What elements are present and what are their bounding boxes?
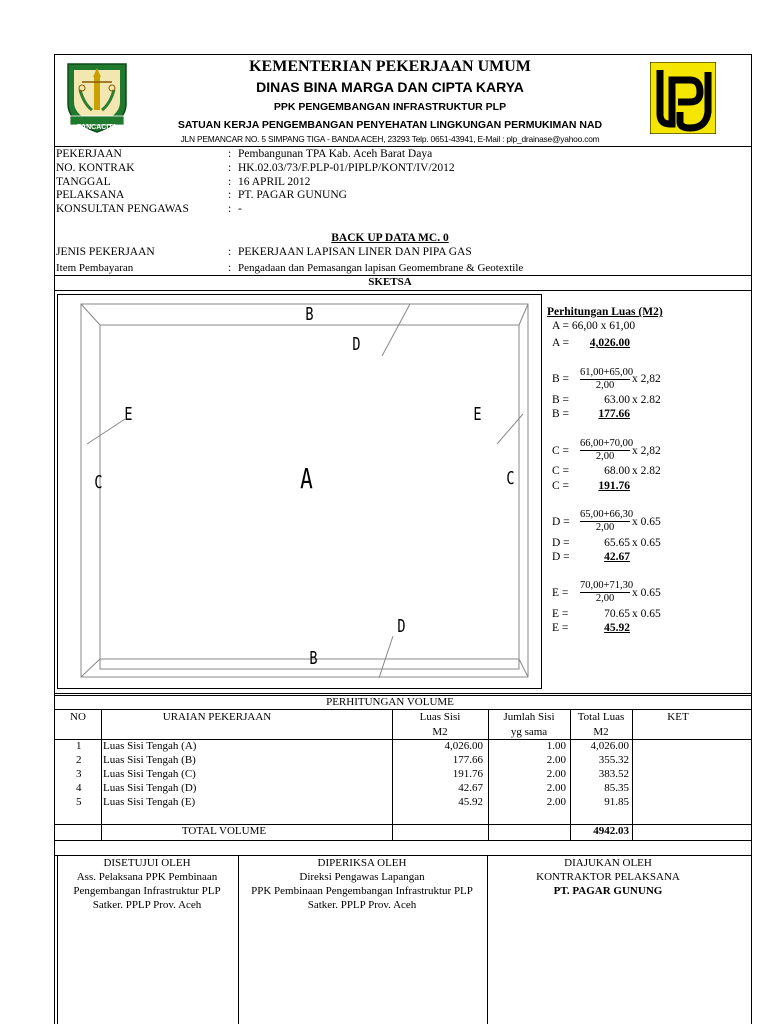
sign-title-diperiksa: DIPERIKSA OLEH: [317, 857, 407, 869]
calc-a-lhs: A =: [552, 337, 570, 349]
info-value: Pembangunan TPA Kab. Aceh Barat Daya: [238, 148, 433, 160]
divider: [54, 840, 752, 841]
row-jumlah: 2.00: [546, 796, 566, 808]
info-colon: :: [228, 203, 232, 215]
jenis-value: PEKERJAAN LAPISAN LINER DAN PIPA GAS: [238, 246, 472, 258]
row-total: 4,026.00: [590, 740, 629, 752]
sketch-label-e-left: E: [124, 404, 133, 425]
header-total-unit: M2: [593, 726, 609, 738]
calc-e-fraction: [580, 580, 634, 605]
calc-e-numerator: 70,00+71,30: [580, 580, 634, 591]
header-jumlah-sub: yg sama: [510, 726, 548, 738]
sign-title-disetujui: DISETUJUI OLEH: [103, 857, 191, 869]
row-uraian: Luas Sisi Tengah (E): [103, 796, 196, 808]
calc-c-multiplier: x 2,82: [632, 445, 661, 457]
calc-b-fraction: [580, 367, 634, 392]
row-total: 91.85: [604, 796, 629, 808]
row-no: 5: [76, 796, 82, 808]
divider: [54, 290, 752, 291]
item-colon: :: [228, 262, 232, 274]
calc-e-multiplier: x 0.65: [632, 587, 661, 599]
row-luas: 42.67: [458, 782, 483, 794]
sketch-label-d-top: D: [352, 334, 361, 355]
calc-e3-lhs: E =: [552, 622, 569, 634]
row-total: 85.35: [604, 782, 629, 794]
sketch-label-d-bottom: D: [397, 616, 406, 637]
pu-logo: [650, 62, 716, 134]
calc-b2-value: 63.00: [604, 394, 630, 406]
info-value: -: [238, 203, 242, 215]
sketch-label-b-bottom: B: [309, 648, 318, 669]
total-volume-label: TOTAL VOLUME: [181, 825, 267, 837]
sketch-label-c-left: C: [94, 472, 103, 493]
calc-d3-lhs: D =: [552, 551, 570, 563]
row-no: 3: [76, 768, 82, 780]
row-uraian: Luas Sisi Tengah (B): [103, 754, 196, 766]
calc-d2-value: 65.65: [604, 537, 630, 549]
row-luas: 191.76: [452, 768, 483, 780]
row-luas: 4,026.00: [444, 740, 483, 752]
row-jumlah: 1.00: [546, 740, 566, 752]
row-luas: 177.66: [452, 754, 483, 766]
calc-d-numerator: 65,00+66,30: [580, 509, 634, 520]
sign-line: PPK Pembinaan Pengembangan Infrastruktur PLP: [251, 885, 473, 897]
calc-a-formula: A = 66,00 x 61,00: [552, 320, 636, 332]
calc-e2-lhs: E =: [552, 608, 569, 620]
row-uraian: Luas Sisi Tengah (C): [103, 768, 196, 780]
calc-d-multiplier: x 0.65: [632, 516, 661, 528]
col-line: [101, 709, 102, 841]
info-label: TANGGAL: [56, 176, 111, 188]
calc-d-denominator: 2,00: [595, 522, 615, 533]
calc-e-result: 45.92: [604, 622, 630, 634]
info-value: HK.02.03/73/F.PLP-01/PIPLP/KONT/IV/2012: [238, 162, 455, 174]
info-label: PEKERJAAN: [56, 148, 122, 160]
sketsa-title: SKETSA: [368, 276, 412, 288]
header-luas-unit: M2: [432, 726, 448, 738]
calc-b2-multiplier: x 2.82: [632, 394, 661, 406]
ppk-title: PPK PENGEMBANGAN INFRASTRUKTUR PLP: [273, 101, 507, 113]
info-label: PELAKSANA: [56, 189, 125, 201]
sign-company: PT. PAGAR GUNUNG: [553, 885, 663, 897]
row-uraian: Luas Sisi Tengah (A): [103, 740, 197, 752]
calc-c-denominator: 2,00: [595, 451, 615, 462]
sign-line: Direksi Pengawas Lapangan: [299, 871, 425, 883]
calc-b2-lhs: B =: [552, 394, 570, 406]
info-colon: :: [228, 189, 232, 201]
calc-e-denominator: 2,00: [595, 593, 615, 604]
jenis-colon: :: [228, 246, 232, 258]
calc-c-lhs: C =: [552, 445, 570, 457]
calc-title: Perhitungan Luas (M2): [547, 306, 663, 318]
sign-line: Ass. Pelaksana PPK Pembinaan: [76, 871, 218, 883]
calc-c2-lhs: C =: [552, 465, 570, 477]
calc-d2-lhs: D =: [552, 537, 570, 549]
calc-b3-lhs: B =: [552, 408, 570, 420]
info-value: 16 APRIL 2012: [238, 176, 311, 188]
calc-e2-value: 70.65: [604, 608, 630, 620]
sign-line: KONTRAKTOR PELAKSANA: [536, 871, 680, 883]
calc-d-result: 42.67: [604, 551, 630, 563]
logo-banner-text: PANCACITA: [76, 124, 118, 131]
calc-e2-multiplier: x 0.65: [632, 608, 661, 620]
item-value: Pengadaan dan Pemasangan lapisan Geomembrane & Geotextile: [238, 262, 524, 274]
header-divider: [54, 146, 752, 147]
sign-line: Satker. PPLP Prov. Aceh: [92, 899, 202, 911]
calc-c-fraction: [580, 438, 634, 463]
header-jumlah: Jumlah Sisi: [503, 711, 555, 723]
calc-b-denominator: 2,00: [595, 380, 615, 391]
calc-d2-multiplier: x 0.65: [632, 537, 661, 549]
row-total: 383.52: [598, 768, 629, 780]
header-uraian: URAIAN PEKERJAAN: [162, 711, 272, 723]
row-luas: 45.92: [458, 796, 483, 808]
calc-e-lhs: E =: [552, 587, 569, 599]
calc-panel: [546, 294, 746, 689]
item-label: Item Pembayaran: [56, 262, 134, 274]
col-line: [632, 709, 633, 841]
calc-d-fraction: [580, 509, 634, 534]
ministry-title: KEMENTERIAN PEKERJAAN UMUM: [249, 58, 531, 75]
calc-c2-value: 68.00: [604, 465, 630, 477]
calc-b-numerator: 61,00+65,00: [580, 367, 634, 378]
row-jumlah: 2.00: [546, 782, 566, 794]
info-colon: :: [228, 148, 232, 160]
pancacita-logo: [62, 60, 132, 134]
sketch-label-a: A: [300, 462, 313, 495]
sketch-label-b-top: B: [305, 304, 314, 325]
total-volume-value: 4942.03: [593, 825, 629, 837]
satker-title: SATUAN KERJA PENGEMBANGAN PENYEHATAN LINGKUNGAN PERMUKIMAN NAD: [177, 119, 603, 131]
sketch-label-c-right: C: [506, 468, 515, 489]
row-no: 4: [76, 782, 82, 794]
header-ket: KET: [667, 711, 689, 723]
calc-c-numerator: 66,00+70,00: [580, 438, 634, 449]
address-line: JLN PEMANCAR NO. 5 SIMPANG TIGA - BANDA ACEH, 23293 Telp. 0651-43941, E-Mail : plp_drainase@yahoo.com: [180, 134, 600, 144]
volume-title: PERHITUNGAN VOLUME: [326, 696, 454, 708]
row-uraian: Luas Sisi Tengah (D): [103, 782, 197, 794]
header-no: NO: [70, 711, 86, 723]
backup-title: BACK UP DATA MC. 0: [331, 232, 449, 244]
calc-c3-lhs: C =: [552, 480, 570, 492]
calc-b-result: 177.66: [598, 408, 630, 420]
calc-a-result: 4,026.00: [589, 337, 630, 349]
header-luas: Luas Sisi: [419, 711, 461, 723]
sign-line: Pengembangan Infrastruktur PLP: [73, 885, 221, 897]
row-total: 355.32: [598, 754, 629, 766]
info-colon: :: [228, 162, 232, 174]
divider: [54, 709, 752, 710]
header-total: Total Luas: [577, 711, 625, 723]
jenis-label: JENIS PEKERJAAN: [56, 246, 155, 258]
calc-d-lhs: D =: [552, 516, 570, 528]
calc-c2-multiplier: x 2.82: [632, 465, 661, 477]
info-label: NO. KONTRAK: [56, 162, 135, 174]
info-label: KONSULTAN PENGAWAS: [56, 203, 189, 215]
sketch-label-e-right: E: [473, 404, 482, 425]
row-no: 2: [76, 754, 82, 766]
divider: [54, 693, 752, 694]
directorate-title: DINAS BINA MARGA DAN CIPTA KARYA: [256, 79, 524, 95]
info-value: PT. PAGAR GUNUNG: [238, 189, 347, 201]
row-jumlah: 2.00: [546, 768, 566, 780]
calc-b-lhs: B =: [552, 373, 570, 385]
row-jumlah: 2.00: [546, 754, 566, 766]
info-colon: :: [228, 176, 232, 188]
sign-line: Satker. PPLP Prov. Aceh: [307, 899, 417, 911]
calc-b-multiplier: x 2,82: [632, 373, 661, 385]
calc-c-result: 191.76: [598, 480, 630, 492]
sign-title-diajukan: DIAJUKAN OLEH: [564, 857, 652, 869]
row-no: 1: [76, 740, 82, 752]
